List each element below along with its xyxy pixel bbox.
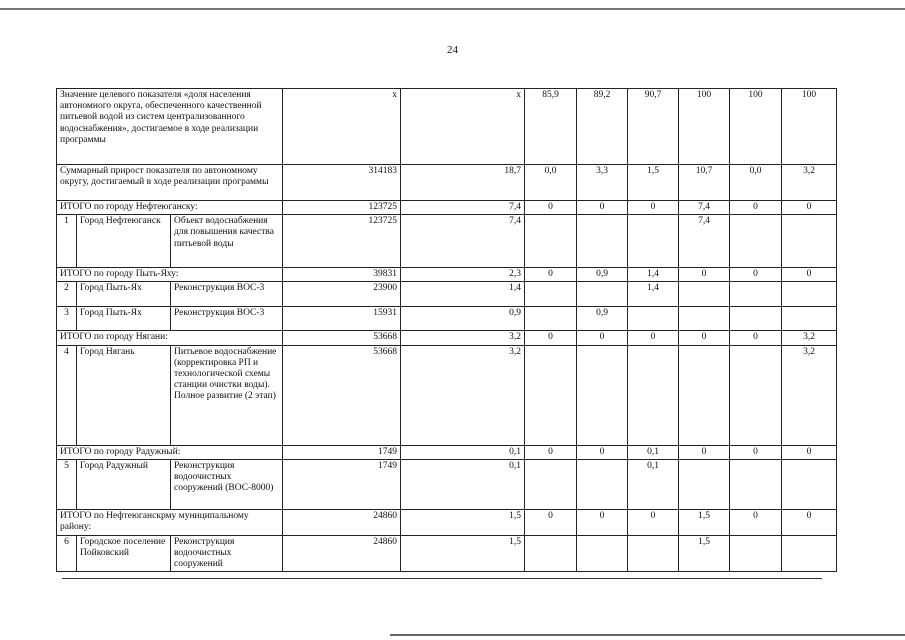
year-value-2: 0: [577, 201, 628, 215]
year-value-1: [525, 459, 577, 509]
table-body: [57, 89, 837, 572]
percent-value: x: [401, 89, 525, 165]
year-value-6: 3,2: [782, 165, 837, 201]
year-value-3: 90,7: [628, 89, 679, 165]
year-value-3: 0,1: [628, 445, 679, 459]
total-value: 39831: [283, 268, 401, 282]
year-value-5: [730, 535, 782, 572]
percent-value: 0,1: [401, 459, 525, 509]
year-value-1: 0: [525, 509, 577, 535]
municipality: Город Радужный: [77, 459, 171, 509]
percent-value: 3,2: [401, 345, 525, 445]
year-value-6: [782, 282, 837, 307]
year-value-6: 0: [782, 268, 837, 282]
percent-value: 0,1: [401, 445, 525, 459]
total-value: 314183: [283, 165, 401, 201]
year-value-1: 0: [525, 331, 577, 345]
year-value-6: [782, 459, 837, 509]
year-value-4: 7,4: [679, 215, 730, 268]
year-value-4: 7,4: [679, 201, 730, 215]
scan-edge-bottom: [390, 634, 905, 636]
table-row: [57, 345, 837, 445]
row-number: 2: [57, 282, 77, 307]
total-value: 24860: [283, 509, 401, 535]
row-label: ИТОГО по городу Радужный:: [57, 445, 283, 459]
year-value-5: 0: [730, 509, 782, 535]
year-value-4: [679, 345, 730, 445]
row-label: Суммарный прирост показателя по автономному округу, достигаемый в ходе реализации программы: [57, 165, 283, 201]
municipality: Город Пыть-Ях: [77, 282, 171, 307]
object-name: Реконструкция ВОС-3: [171, 282, 283, 307]
object-name: Реконструкция ВОС-3: [171, 307, 283, 331]
total-value: 123725: [283, 201, 401, 215]
year-value-5: [730, 282, 782, 307]
total-value: 24860: [283, 535, 401, 572]
year-value-1: [525, 307, 577, 331]
year-value-4: 100: [679, 89, 730, 165]
row-number: 6: [57, 535, 77, 572]
year-value-5: [730, 459, 782, 509]
year-value-3: 1,5: [628, 165, 679, 201]
year-value-6: [782, 215, 837, 268]
year-value-4: [679, 282, 730, 307]
table-row: [57, 307, 837, 331]
year-value-4: 1,5: [679, 509, 730, 535]
total-value: 15931: [283, 307, 401, 331]
year-value-4: 0: [679, 445, 730, 459]
municipality: Город Нягань: [77, 345, 171, 445]
total-value: x: [283, 89, 401, 165]
percent-value: 1,5: [401, 509, 525, 535]
year-value-3: 0,1: [628, 459, 679, 509]
year-value-5: 0: [730, 331, 782, 345]
year-value-4: [679, 307, 730, 331]
year-value-3: [628, 215, 679, 268]
year-value-3: 0: [628, 509, 679, 535]
object-name: Реконструкция водоочистных сооружений (ВОС-8000): [171, 459, 283, 509]
year-value-2: 0: [577, 445, 628, 459]
total-value: 23900: [283, 282, 401, 307]
indicator-table: [56, 88, 837, 572]
total-value: 123725: [283, 215, 401, 268]
year-value-1: 0: [525, 201, 577, 215]
year-value-6: 3,2: [782, 345, 837, 445]
percent-value: 18,7: [401, 165, 525, 201]
year-value-2: 0,9: [577, 307, 628, 331]
year-value-3: [628, 307, 679, 331]
table-row: [57, 282, 837, 307]
year-value-2: [577, 215, 628, 268]
year-value-4: [679, 459, 730, 509]
row-label: ИТОГО по городу Пыть-Яху:: [57, 268, 283, 282]
year-value-2: 0,9: [577, 268, 628, 282]
summary-row: [57, 331, 837, 345]
year-value-2: 89,2: [577, 89, 628, 165]
scan-edge-top: [0, 8, 905, 10]
row-number: 4: [57, 345, 77, 445]
year-value-5: [730, 215, 782, 268]
year-value-2: [577, 282, 628, 307]
row-number: 1: [57, 215, 77, 268]
year-value-3: 1,4: [628, 282, 679, 307]
percent-value: 2,3: [401, 268, 525, 282]
year-value-2: [577, 535, 628, 572]
summary-row: [57, 89, 837, 165]
year-value-3: 0: [628, 331, 679, 345]
year-value-2: 0: [577, 509, 628, 535]
year-value-3: 1,4: [628, 268, 679, 282]
year-value-6: 0: [782, 509, 837, 535]
municipality: Городское поселение Пойковский: [77, 535, 171, 572]
year-value-3: [628, 345, 679, 445]
year-value-2: [577, 459, 628, 509]
year-value-1: [525, 282, 577, 307]
row-label: ИТОГО по Нефтеюганскрму муниципальному району:: [57, 509, 283, 535]
municipality: Город Пыть-Ях: [77, 307, 171, 331]
summary-row: [57, 165, 837, 201]
year-value-6: 100: [782, 89, 837, 165]
row-number: 5: [57, 459, 77, 509]
year-value-1: 0: [525, 445, 577, 459]
year-value-5: [730, 307, 782, 331]
year-value-2: 3,3: [577, 165, 628, 201]
table-row: [57, 215, 837, 268]
bottom-rule: [62, 578, 822, 579]
percent-value: 7,4: [401, 201, 525, 215]
summary-row: [57, 509, 837, 535]
year-value-3: 0: [628, 201, 679, 215]
total-value: 53668: [283, 331, 401, 345]
percent-value: 1,5: [401, 535, 525, 572]
total-value: 1749: [283, 459, 401, 509]
year-value-2: [577, 345, 628, 445]
summary-row: [57, 268, 837, 282]
year-value-5: 0: [730, 445, 782, 459]
year-value-1: [525, 215, 577, 268]
year-value-1: 85,9: [525, 89, 577, 165]
percent-value: 0,9: [401, 307, 525, 331]
year-value-5: 0: [730, 201, 782, 215]
row-label: Значение целевого показателя «доля населения автономного округа, обеспеченного качественной питьевой водой из систем централизованного водоснабжения», достигаемое в ходе реализации программы: [57, 89, 283, 165]
year-value-1: 0,0: [525, 165, 577, 201]
year-value-5: 100: [730, 89, 782, 165]
year-value-4: 0: [679, 331, 730, 345]
year-value-6: 0: [782, 201, 837, 215]
object-name: Питьевое водоснабжение (корректировка РП и технологической схемы станции очистки воды). Полное развитие (2 этап): [171, 345, 283, 445]
percent-value: 7,4: [401, 215, 525, 268]
year-value-6: 0: [782, 445, 837, 459]
year-value-1: [525, 535, 577, 572]
table-row: [57, 459, 837, 509]
year-value-5: 0,0: [730, 165, 782, 201]
year-value-5: 0: [730, 268, 782, 282]
row-number: 3: [57, 307, 77, 331]
year-value-1: [525, 345, 577, 445]
summary-row: [57, 201, 837, 215]
year-value-6: [782, 535, 837, 572]
table-row: [57, 535, 837, 572]
percent-value: 3,2: [401, 331, 525, 345]
page-number: 24: [447, 44, 458, 56]
year-value-1: 0: [525, 268, 577, 282]
object-name: Объект водоснабжения для повышения качества питьевой воды: [171, 215, 283, 268]
year-value-6: [782, 307, 837, 331]
row-label: ИТОГО по городу Нефтеюганску:: [57, 201, 283, 215]
year-value-4: 10,7: [679, 165, 730, 201]
object-name: Реконструкция водоочистных сооружений: [171, 535, 283, 572]
percent-value: 1,4: [401, 282, 525, 307]
year-value-3: [628, 535, 679, 572]
year-value-5: [730, 345, 782, 445]
summary-row: [57, 445, 837, 459]
row-label: ИТОГО по городу Нягани:: [57, 331, 283, 345]
year-value-4: 1,5: [679, 535, 730, 572]
year-value-4: 0: [679, 268, 730, 282]
year-value-6: 3,2: [782, 331, 837, 345]
year-value-2: 0: [577, 331, 628, 345]
municipality: Город Нефтеюганск: [77, 215, 171, 268]
total-value: 53668: [283, 345, 401, 445]
total-value: 1749: [283, 445, 401, 459]
